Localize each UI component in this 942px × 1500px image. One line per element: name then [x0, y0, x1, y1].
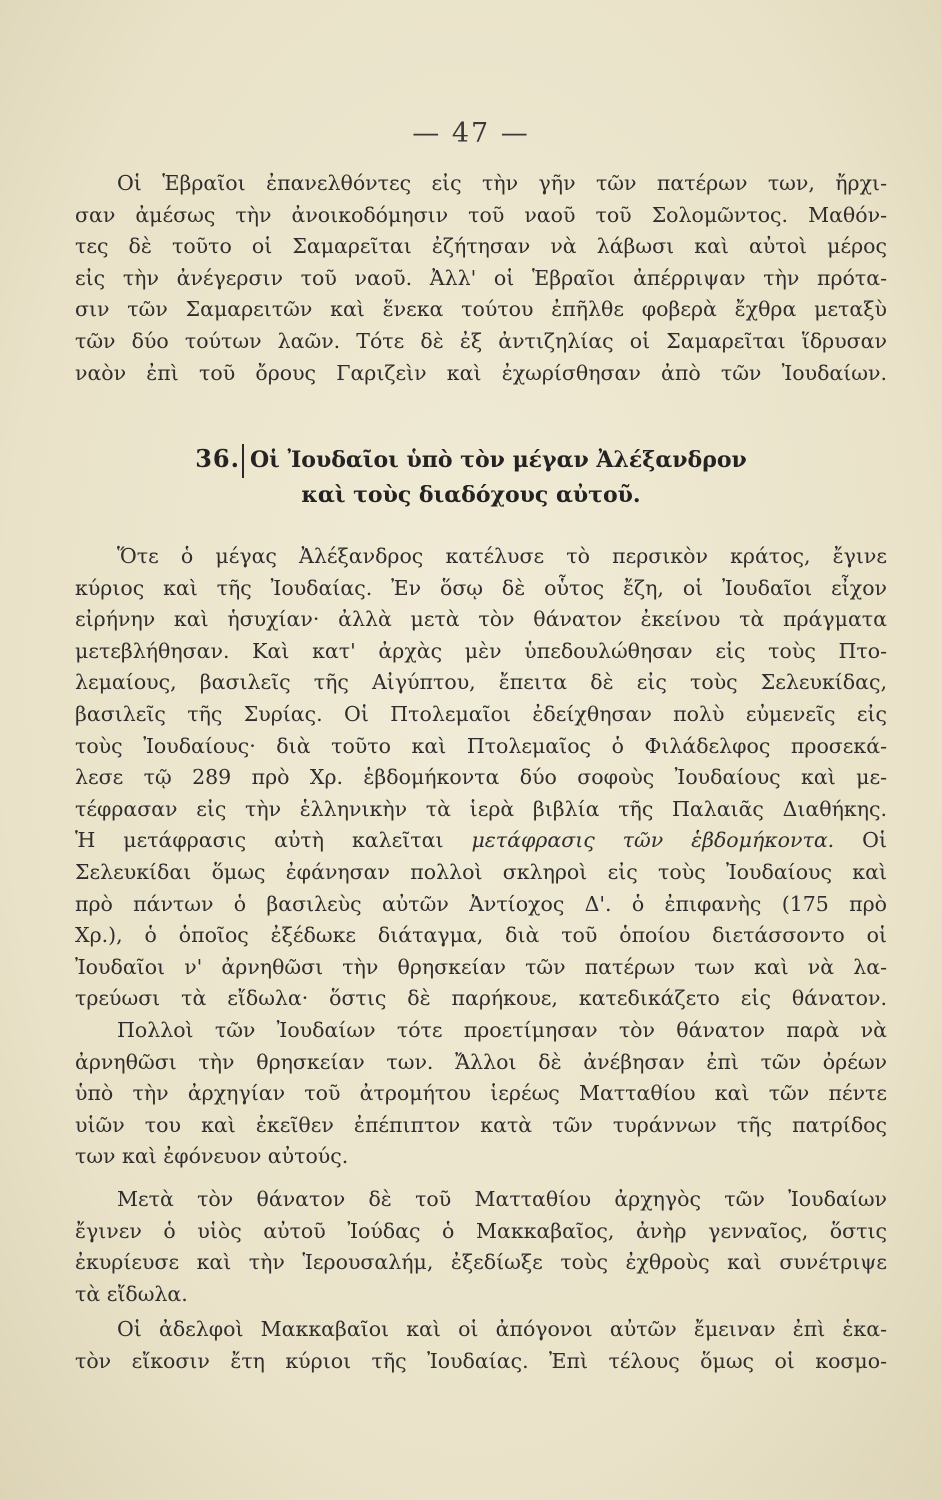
text-line: κύριος καὶ τῆς Ἰουδαίας. Ἐν ὅσῳ δὲ οὗτος ἔζη, οἱ Ἰουδαῖοι εἶχον: [75, 575, 887, 600]
text-run: Οἱ: [834, 828, 887, 853]
paragraph-2: [75, 541, 887, 1015]
text-run: Ἡ μετάφρασις αὐτὴ καλεῖται: [75, 828, 472, 853]
text-line: μετεβλήθησαν. Καὶ κατ' ἀρχὰς μὲν ὑπεδουλώθησαν εἰς τοὺς Πτο-: [75, 638, 887, 663]
page-number: — 47 —: [412, 118, 530, 149]
section-heading-continued: [0, 482, 942, 508]
text-line: τὸν εἴκοσιν ἔτη κύριοι τῆς Ἰουδαίας. Ἐπὶ τέλους ὅμως οἱ κοσμο-: [75, 1348, 887, 1373]
text-line: λεσε τῷ 289 πρὸ Χρ. ἑβδομήκοντα δύο σοφοὺς Ἰουδαίους καὶ με-: [75, 765, 887, 790]
text-line: Ἰουδαῖοι ν' ἀρνηθῶσι τὴν θρησκείαν τῶν πατέρων των καὶ νὰ λα-: [75, 954, 887, 979]
text-line: πρὸ πάντων ὁ βασιλεὺς αὐτῶν Ἀντίοχος Δ'. ὁ ἐπιφανὴς (175 πρὸ: [75, 891, 887, 916]
text-line: τρεύωσι τὰ εἴδωλα· ὅστις δὲ παρήκουε, κατεδικάζετο εἰς θάνατον.: [75, 986, 887, 1011]
text-line: ἔγινεν ὁ υἱὸς αὐτοῦ Ἰούδας ὁ Μακκαβαῖος, ἀνὴρ γενναῖος, ὅστις: [75, 1218, 887, 1243]
text-line-emphasis: [75, 825, 887, 857]
text-line: ναὸν ἐπὶ τοῦ ὄρους Γαριζεὶν καὶ ἐχωρίσθησαν ἀπὸ τῶν Ἰουδαίων.: [75, 360, 887, 385]
text-line: τοὺς Ἰουδαίους· διὰ τοῦτο καὶ Πτολεμαῖος ὁ Φιλάδελφος προσεκά-: [75, 733, 887, 758]
text-line: ὑπὸ τὴν ἀρχηγίαν τοῦ ἀτρομήτου ἱερέως Ματταθίου καὶ τῶν πέντε: [75, 1081, 887, 1106]
heading-divider: [242, 444, 244, 478]
text-line: Ὅτε ὁ μέγας Ἀλέξανδρος κατέλυσε τὸ περσικὸν κράτος, ἔγινε: [117, 544, 887, 568]
text-line: των καὶ ἐφόνευον αὐτούς.: [75, 1144, 349, 1169]
paragraph-1: [75, 168, 887, 389]
text-line: Οἱ Ἑβραῖοι ἐπανελθόντες εἰς τὴν γῆν τῶν πατέρων των, ἤρχι-: [117, 171, 887, 195]
text-line: σαν ἀμέσως τὴν ἀνοικοδόμησιν τοῦ ναοῦ τοῦ Σολομῶντος. Μαθόν-: [75, 202, 887, 227]
text-line: λεμαίους, βασιλεῖς τῆς Αἰγύπτου, ἔπειτα δὲ εἰς τοὺς Σελευκίδας,: [75, 670, 887, 695]
paragraph-5: [75, 1184, 887, 1310]
text-line: Χρ.), ὁ ὁποῖος ἐξέδωκε διάταγμα, διὰ τοῦ ὁποίου διετάσσοντο οἱ: [75, 923, 887, 948]
paragraph-6: [75, 1314, 887, 1377]
text-line: Σελευκίδαι ὅμως ἐφάνησαν πολλοὶ σκληροὶ εἰς τοὺς Ἰουδαίους καὶ: [75, 859, 887, 884]
text-line: Πολλοὶ τῶν Ἰουδαίων τότε προετίμησαν τὸν θάνατον παρὰ νὰ: [117, 1018, 887, 1042]
emphasized-term: μετάφρασις τῶν ἑβδομήκοντα.: [471, 828, 835, 853]
text-line: εἰς τὴν ἀνέγερσιν τοῦ ναοῦ. Ἀλλ' οἱ Ἑβραῖοι ἀπέρριψαν τὴν πρότα-: [75, 265, 887, 290]
text-line: τῶν δύο τούτων λαῶν. Τότε δὲ ἐξ ἀντιζηλίας οἱ Σαμαρεῖται ἵδρυσαν: [75, 328, 887, 353]
text-line: τὰ εἴδωλα.: [75, 1281, 188, 1306]
text-line: ἐκυρίευσε καὶ τὴν Ἱερουσαλήμ, ἐξεδίωξε τοὺς ἐχθροὺς καὶ συνέτριψε: [75, 1250, 887, 1275]
text-line: Οἱ ἀδελφοὶ Μακκαβαῖοι καὶ οἱ ἀπόγονοι αὐτῶν ἔμειναν ἐπὶ ἑκα-: [117, 1317, 887, 1341]
section-number: 36.: [195, 444, 240, 473]
text-line: ἀρνηθῶσι τὴν θρησκείαν των. Ἄλλοι δὲ ἀνέβησαν ἐπὶ τῶν ὀρέων: [75, 1049, 887, 1074]
text-line: βασιλεῖς τῆς Συρίας. Οἱ Πτολεμαῖοι ἐδείχθησαν πολὺ εὐμενεῖς εἰς: [75, 701, 887, 726]
section-title-line-2: καὶ τοὺς διαδόχους αὐτοῦ.: [301, 482, 641, 508]
text-line: υἱῶν του καὶ ἐκεῖθεν ἐπέπιπτον κατὰ τῶν τυράννων τῆς πατρίδος: [75, 1112, 887, 1137]
text-line: τέφρασαν εἰς τὴν ἑλληνικὴν τὰ ἱερὰ βιβλία τῆς Παλαιᾶς Διαθήκης.: [75, 796, 887, 821]
section-title-line-1: Οἱ Ἰουδαῖοι ὑπὸ τὸν μέγαν Ἀλέξανδρον: [250, 447, 747, 473]
section-heading: [0, 444, 942, 478]
text-line: σιν τῶν Σαμαρειτῶν καὶ ἕνεκα τούτου ἐπῆλθε φοβερὰ ἔχθρα μεταξὺ: [75, 297, 887, 322]
paragraph-4: [75, 1015, 887, 1173]
text-line: Μετὰ τὸν θάνατον δὲ τοῦ Ματταθίου ἀρχηγὸς τῶν Ἰουδαίων: [117, 1187, 887, 1211]
text-line: τες δὲ τοῦτο οἱ Σαμαρεῖται ἐζήτησαν νὰ λάβωσι καὶ αὐτοὶ μέρος: [75, 234, 887, 259]
text-line: εἰρήνην καὶ ἡσυχίαν· ἀλλὰ μετὰ τὸν θάνατον ἐκείνου τὰ πράγματα: [75, 607, 887, 632]
